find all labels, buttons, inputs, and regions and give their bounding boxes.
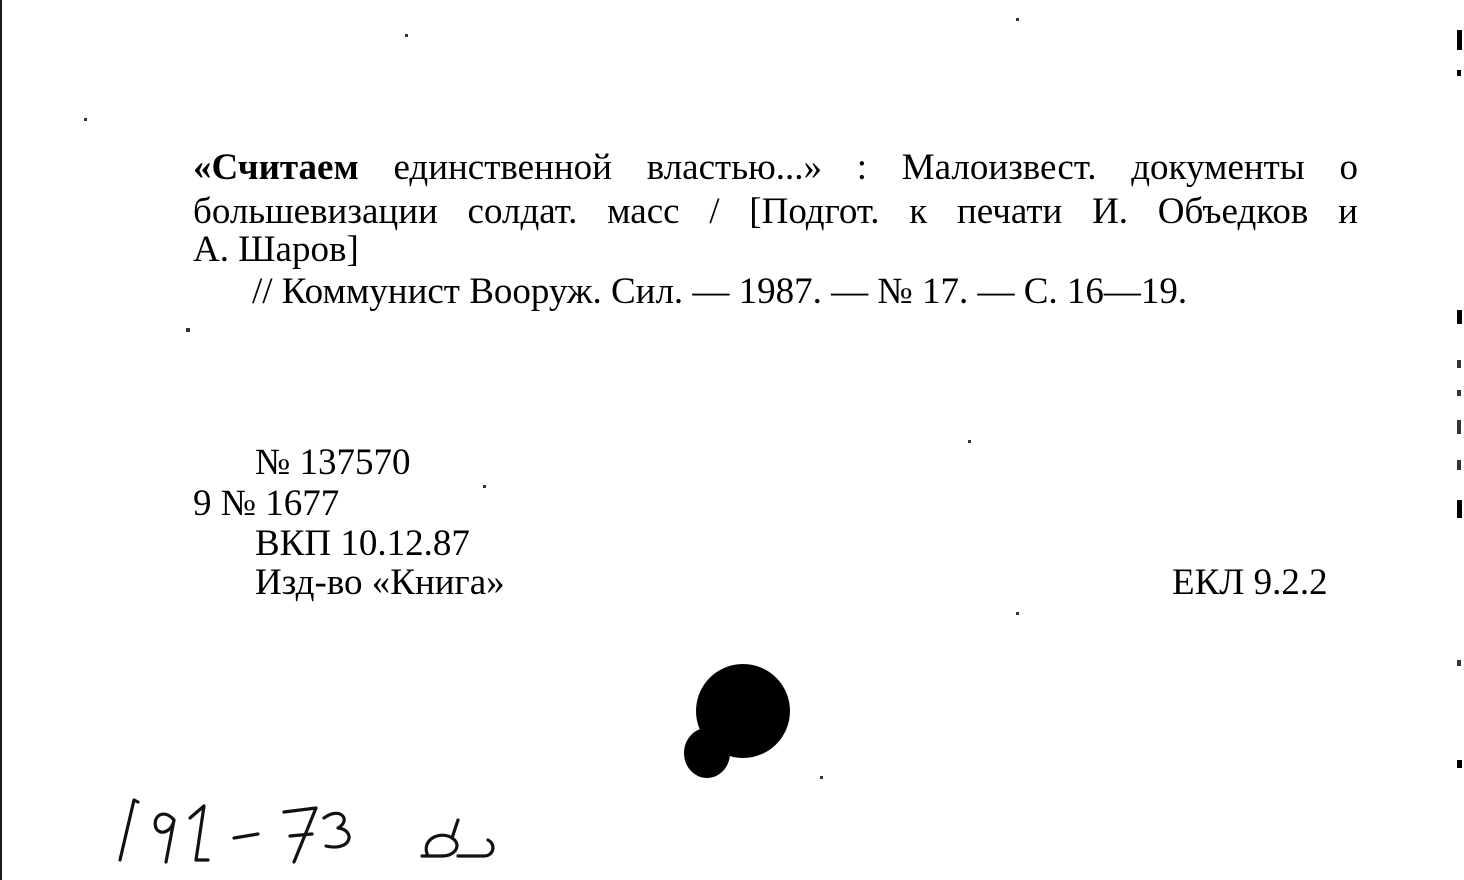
entry-title-word: : — [856, 147, 868, 188]
scan-speck — [483, 485, 486, 488]
publisher: Изд-во «Книга» — [255, 562, 505, 603]
entry-title-word: Малоизвест. — [901, 147, 1097, 188]
handwritten-shelf-mark — [112, 790, 512, 870]
entry-title-word: Объедков — [1157, 191, 1309, 232]
entry-title-word: большевизации — [193, 191, 438, 232]
scan-speck — [84, 118, 87, 121]
entry-title-word: и — [1338, 191, 1358, 232]
entry-title-line-1 — [193, 148, 1358, 188]
entry-title-word: властью...» — [646, 147, 822, 188]
entry-source-line: // Коммунист Вооруж. Сил. — 1987. — № 17. — С. 16—19. — [252, 271, 1188, 312]
entry-title-word: И. — [1092, 191, 1129, 232]
card-left-edge — [0, 0, 2, 880]
registration-number: № 137570 — [255, 442, 411, 483]
entry-title-word: к — [909, 191, 928, 232]
entry-title-line-3: А. Шаров] — [193, 229, 359, 270]
entry-title-word: [Подгот. — [749, 191, 880, 232]
card-right-mark — [1457, 30, 1462, 50]
entry-title-line-2 — [193, 192, 1358, 232]
ekl-code: ЕКЛ 9.2.2 — [1172, 562, 1328, 603]
entry-title-word: о — [1339, 147, 1358, 188]
entry-title-word: / — [709, 191, 720, 232]
scan-speck — [405, 34, 408, 37]
punch-hole-tail — [684, 728, 730, 778]
entry-title-word: масс — [607, 191, 680, 232]
card-right-edge-marks — [1455, 60, 1464, 860]
scan-speck — [1016, 18, 1019, 21]
scan-speck — [968, 440, 971, 443]
scan-speck — [1016, 612, 1019, 615]
entry-title-word: единственной — [393, 147, 612, 188]
index-number: 9 № 1677 — [193, 483, 340, 524]
bkp-date: ВКП 10.12.87 — [255, 523, 470, 564]
entry-title-word: печати — [956, 191, 1063, 232]
scan-speck — [820, 776, 823, 779]
scan-speck — [186, 328, 190, 332]
entry-title-word: документы — [1131, 147, 1305, 188]
entry-title-word: «Считаем — [193, 147, 359, 188]
entry-title-word: солдат. — [467, 191, 578, 232]
